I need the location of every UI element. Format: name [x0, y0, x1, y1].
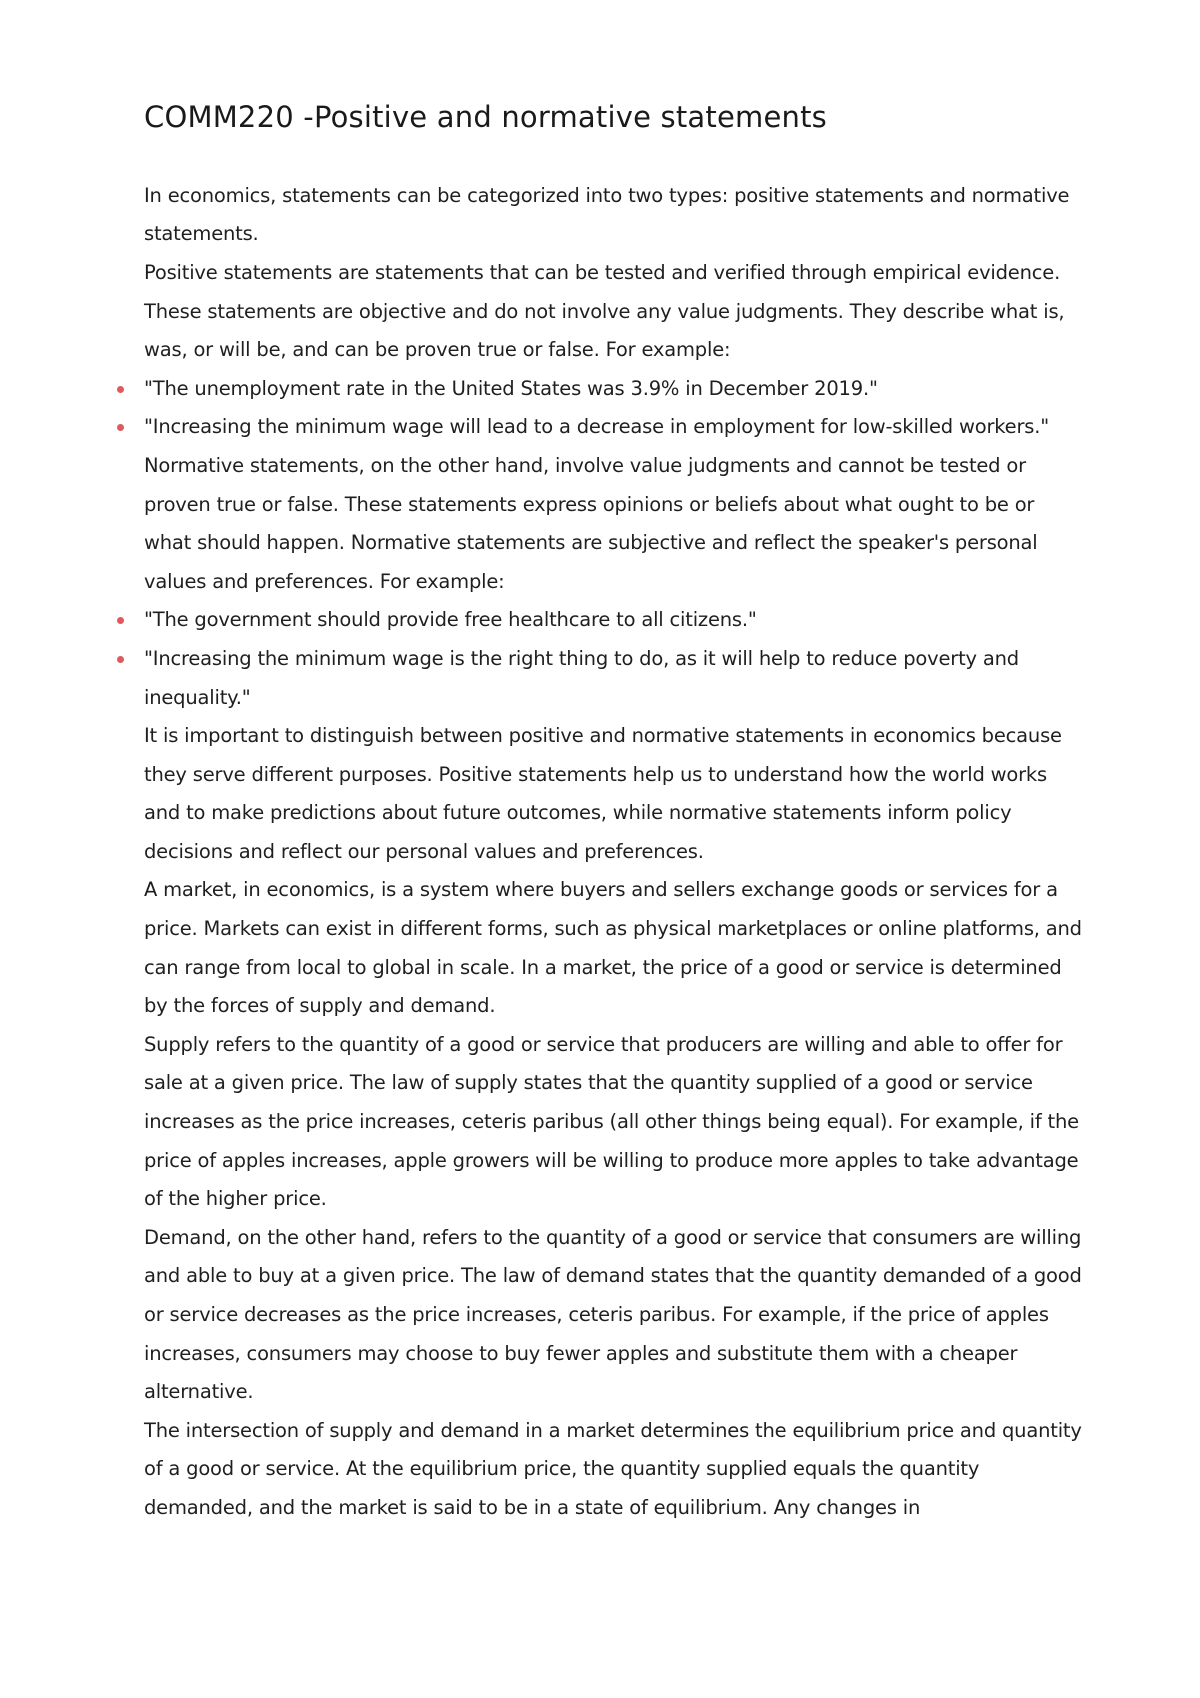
- list-item-text: "Increasing the minimum wage is the right thing to do, as it will help to reduce poverty and inequality.": [144, 646, 1019, 709]
- list-item: [144, 408, 1084, 447]
- document-title: COMM220 -Positive and normative statements: [144, 100, 827, 134]
- list-item-text: "Increasing the minimum wage will lead to a decrease in employment for low-skilled workers.": [144, 415, 1049, 439]
- list-item: [144, 640, 1084, 717]
- bullet-icon: [117, 424, 124, 431]
- bullet-icon: [117, 617, 124, 624]
- list-item: [144, 370, 1084, 409]
- list-item: [144, 601, 1084, 640]
- paragraph: A market, in economics, is a system where buyers and sellers exchange goods or services for a price. Markets can exist in different forms, such as physical marketplaces or online platforms, and can range from local to global in scale. In a market, the price of a good or service is determined by the forces of supply and demand.: [144, 878, 1082, 1018]
- document-page: [144, 100, 1084, 1528]
- paragraph: Demand, on the other hand, refers to the quantity of a good or service that consumers are willing and able to buy at a given price. The law of demand states that the quantity demanded of a good or service decreases as the price increases, ceteris paribus. For example, if the price of apples increases, consumers may choose to buy fewer apples and substitute them with a cheaper alternative.: [144, 1225, 1082, 1404]
- paragraph: Positive statements are statements that can be tested and verified through empirical evidence. These statements are objective and do not involve any value judgments. They describe what is, was, or will be, and can be proven true or false. For example:: [144, 260, 1065, 362]
- bullet-icon: [117, 386, 124, 393]
- paragraph: In economics, statements can be categorized into two types: positive statements and normative statements.: [144, 183, 1070, 246]
- paragraph: Supply refers to the quantity of a good or service that producers are willing and able to offer for sale at a given price. The law of supply states that the quantity supplied of a good or service increases as the price increases, ceteris paribus (all other things being equal). For example, if the price of apples increases, apple growers will be willing to produce more apples to take advantage of the higher price.: [144, 1032, 1079, 1211]
- list-item-text: "The unemployment rate in the United States was 3.9% in December 2019.": [144, 376, 878, 400]
- paragraph: It is important to distinguish between positive and normative statements in economics because they serve different purposes. Positive statements help us to understand how the world works and to make predictions about future outcomes, while normative statements inform policy decisions and reflect our personal values and preferences.: [144, 724, 1062, 863]
- list-item-text: "The government should provide free healthcare to all citizens.": [144, 608, 757, 632]
- bullet-icon: [117, 656, 124, 663]
- paragraph: Normative statements, on the other hand, involve value judgments and cannot be tested or proven true or false. These statements express opinions or beliefs about what ought to be or what should happen. Normative statements are subjective and reflect the speaker's personal values and preferences. For example:: [144, 453, 1038, 593]
- paragraph: The intersection of supply and demand in a market determines the equilibrium price and quantity of a good or service. At the equilibrium price, the quantity supplied equals the quantity demanded, and the market is said to be in a state of equilibrium. Any changes in: [144, 1418, 1082, 1519]
